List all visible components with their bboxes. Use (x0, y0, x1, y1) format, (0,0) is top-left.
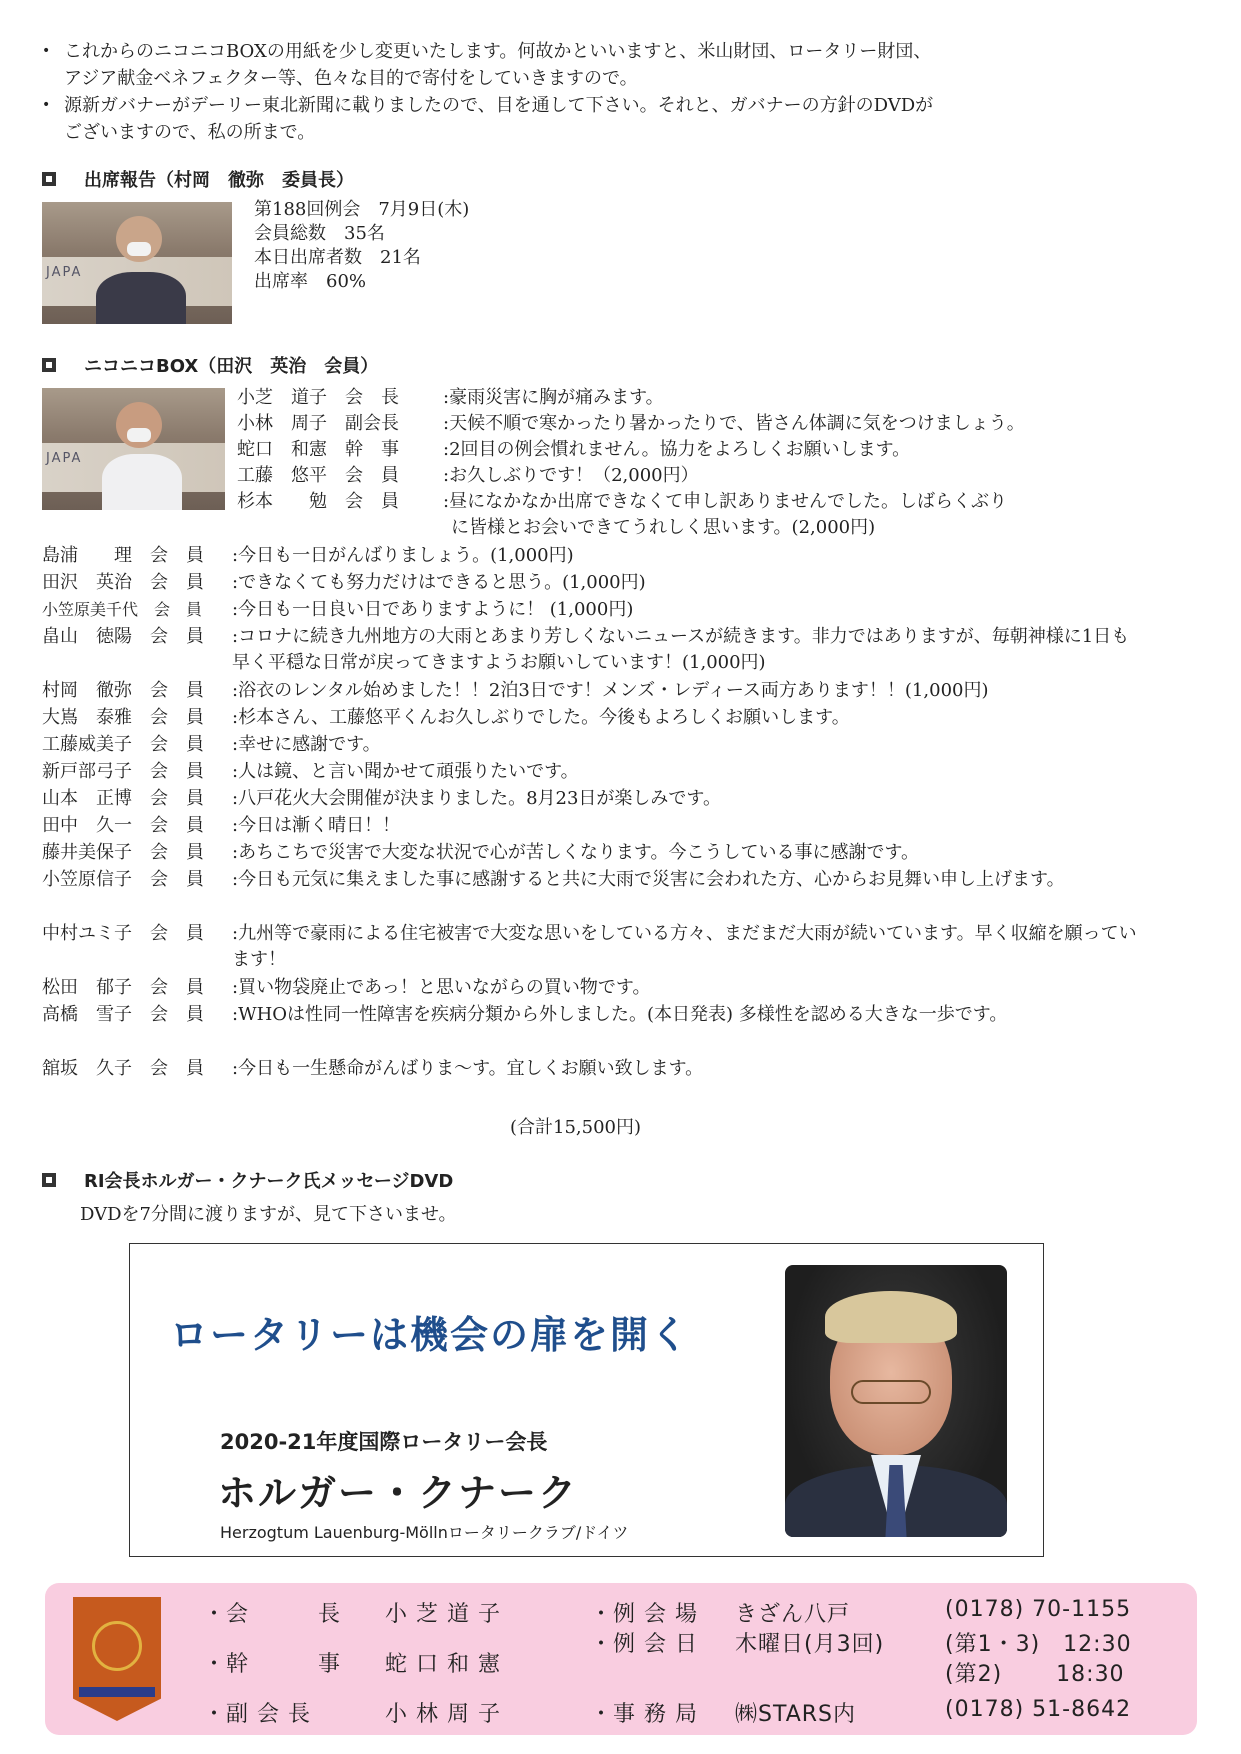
section-square-icon (42, 1173, 56, 1187)
dvd-club: Herzogtum Lauenburg-Möllnロータリークラブ/ドイツ (220, 1523, 629, 1542)
secretary-name: 蛇 口 和 憲 (385, 1652, 501, 1677)
list-item: 蛇口 和憲 幹 事 :2回目の例会慣れません。協力をよろしくお願いします。 (237, 439, 911, 460)
dvd-year: 2020-21年度国際ロータリー会長 (220, 1430, 548, 1454)
bullet-item: • 源新ガバナーがデーリー東北新聞に載りましたので、目を通して下さい。それと、ガバナーの方針のDVDが ございますので、私の所まで。 (42, 92, 1192, 146)
vp-label: ・副 会 長 (203, 1702, 311, 1727)
list-item: 舘坂 久子 会 員 :今日も一生懸命がんばりま〜す。宜しくお願い致します。 (42, 1058, 704, 1079)
venue-tel: (0178) 70-1155 (945, 1597, 1132, 1622)
dvd-title: ロータリーは機会の扉を開く (170, 1312, 691, 1357)
office: ㈱STARS内 (735, 1702, 856, 1727)
office-tel: (0178) 51-8642 (945, 1697, 1132, 1722)
list-item: 大嶌 泰雅 会 員 :杉本さん、工藤悠平くんお久しぶりでした。今後もよろしくお願いします。 (42, 707, 850, 728)
attendance-heading: 出席報告（村岡 徹弥 委員長） (42, 166, 354, 192)
nikoniko-total: (合計15,500円) (510, 1117, 642, 1138)
list-item: 小笠原美千代 会 員 :今日も一日良い日でありますように！ (1,000円) (42, 599, 634, 620)
meeting-time-2: (第2) 18:30 (945, 1662, 1125, 1687)
president-label: ・会 長 (203, 1602, 342, 1627)
section-square-icon (42, 172, 56, 186)
list-item: 高橋 雪子 会 員 :WHOは性同一性障害を疾病分類から外しました。(本日発表) 多様性を認める大きな一歩です。 (42, 1004, 1008, 1025)
bullet-item: • これからのニコニコBOXの用紙を少し変更いたします。何故かといいますと、米山財団、ロータリー財団、 アジア献金ベネフェクター等、色々な目的で寄付をしていきますので。 (42, 38, 1192, 92)
office-label: ・事 務 局 (590, 1702, 698, 1727)
list-item: 小林 周子 副会長 :天候不順で寒かったり暑かったりで、皆さん体調に気をつけましょう。 (237, 413, 1025, 434)
footer-info (45, 1583, 1197, 1735)
list-item: 杉本 勉 会 員 :昼になかなか出席できなくて申し訳ありませんでした。しばらくぶり に皆様とお会いできてうれしく思います。(2,000円) (237, 491, 1008, 538)
list-item: 小笠原信子 会 員 :今日も元気に集えました事に感謝すると共に大雨で災害に会われた方、心からお見舞い申し上げます。 (42, 869, 1065, 890)
dvd-president-name: ホルガー・クナーク (218, 1471, 579, 1515)
list-item: 松田 郁子 会 員 :買い物袋廃止であっ！と思いながらの買い物です。 (42, 977, 651, 998)
list-item: 山本 正博 会 員 :八戸花火大会開催が決まりました。8月23日が楽しみです。 (42, 788, 721, 809)
attendance-photo: JAPA (42, 202, 232, 324)
president-name: 小 芝 道 子 (385, 1602, 501, 1627)
dvd-heading: RI会長ホルガー・クナーク氏メッセージDVD (42, 1167, 453, 1193)
bullet-dot-icon: • (42, 97, 51, 113)
dvd-note: DVDを7分間に渡りますが、見て下さいませ。 (80, 1204, 457, 1225)
list-item: 藤井美保子 会 員 :あちこちで災害で大変な状況で心が苦しくなります。今こうしている事に感謝です。 (42, 842, 920, 863)
list-item: 畠山 徳陽 会 員 :コロナに続き九州地方の大雨とあまり芳しくないニュースが続きます。非力ではありますが、毎朝神様に1日も早く平穏な日常が戻ってきますようお願いしています！(1,000円) (42, 626, 1130, 673)
meeting-time-1: (第1・3) 12:30 (945, 1632, 1132, 1657)
list-item: 村岡 徹弥 会 員 :浴衣のレンタル始めました！！2泊3日です！メンズ・レディース両方あります！！(1,000円) (42, 680, 989, 701)
list-item: 新戸部弓子 会 員 :人は鏡、と言い聞かせて頑張りたいです。 (42, 761, 579, 782)
list-item: 田沢 英治 会 員 :できなくても努力だけはできると思う。(1,000円) (42, 572, 646, 593)
section-square-icon (42, 358, 56, 372)
dvd-cover (129, 1243, 1044, 1557)
bullet-dot-icon: • (42, 43, 51, 59)
day-label: ・例 会 日 (590, 1632, 698, 1657)
vp-name: 小 林 周 子 (385, 1702, 501, 1727)
list-item: 小芝 道子 会 長 :豪雨災害に胸が痛みます。 (237, 387, 664, 408)
announcement-bullets (42, 38, 1192, 146)
secretary-label: ・幹 事 (203, 1652, 342, 1677)
list-item: 工藤 悠平 会 員 :お久しぶりです！（2,000円） (237, 465, 699, 486)
meeting-day: 木曜日(月3回) (735, 1632, 885, 1657)
list-item: 田中 久一 会 員 :今日は漸く晴日！！ (42, 815, 401, 836)
venue: きざん八戸 (735, 1602, 851, 1627)
attendance-details: 第188回例会 7月9日(木) 会員総数 35名 本日出席者数 21名 出席率 60% (254, 199, 470, 292)
list-item: 中村ユミ子 会 員 :九州等で豪雨による住宅被害で大変な思いをしている方々、まだまだ大雨が続いています。早く収縮を願っています！ (42, 923, 1137, 970)
president-portrait (785, 1265, 1007, 1537)
list-item: 工藤威美子 会 員 :幸せに感謝です。 (42, 734, 381, 755)
nikoniko-photo: JAPA (42, 388, 225, 510)
nikoniko-heading: ニコニコBOX（田沢 英治 会員） (42, 352, 378, 378)
club-banner-icon (73, 1597, 161, 1721)
venue-label: ・例 会 場 (590, 1602, 698, 1627)
list-item: 島浦 理 会 員 :今日も一日がんばりましょう。(1,000円) (42, 545, 574, 566)
